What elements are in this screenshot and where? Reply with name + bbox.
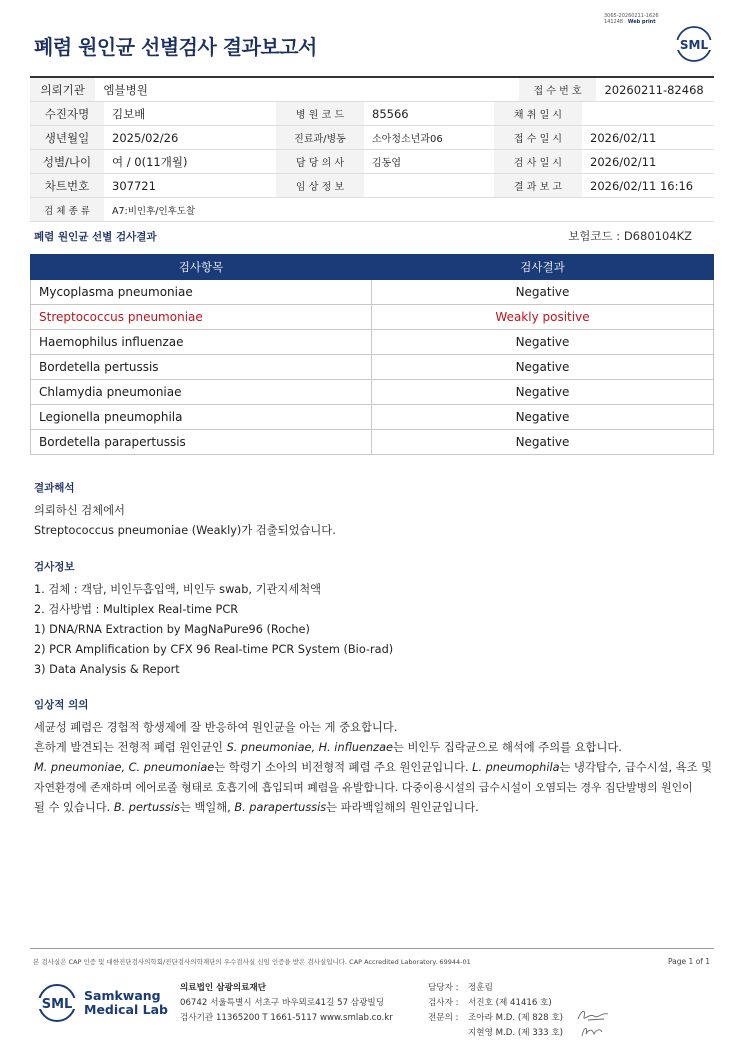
test-result: Negative — [372, 430, 714, 455]
label-collection-date: 채 취 일 시 — [494, 102, 582, 125]
test-result: Negative — [372, 405, 714, 430]
page-title: 폐렴 원인균 선별검사 결과보고서 — [34, 35, 317, 59]
staff-row: 전문의 : 조아라 M.D. (제 828 호) — [428, 1013, 564, 1023]
table-row — [31, 280, 714, 305]
test-info-line: 2) PCR Amplification by CFX 96 Real-time PCR System (Bio-rad) — [34, 643, 394, 656]
value-requesting-institution: 엠블병원 — [103, 82, 148, 97]
staff-row: 담당자 : 정훈림 — [428, 983, 493, 993]
accreditation-note: 본 검사실은 CAP 인증 및 대한진단검사의학회/진단검사의학재단의 우수검사실 신임 인증을 받은 검사실입니다. CAP Accredited Laboratory. 69944-01 — [33, 958, 471, 966]
test-item: Chlamydia pneumoniae — [31, 380, 372, 405]
staff-list — [428, 981, 563, 1041]
interpretation-title: 결과해석 — [34, 482, 75, 494]
clinical-line: M. pneumoniae, C. pneumoniae는 학령기 소아의 비전형적 폐렴 주요 원인균입니다. L. pneumophila는 냉각탑수, 급수시설, 욕조 및 — [34, 761, 713, 774]
interpretation-line: 의뢰하신 검체에서 — [34, 504, 125, 517]
value-receipt-date: 2026/02/11 — [590, 130, 657, 145]
value-patient-name: 김보배 — [112, 106, 146, 121]
header-test-item: 검사항목 — [31, 255, 372, 280]
test-info-line: 1) DNA/RNA Extraction by MagNaPure96 (Roche) — [34, 623, 310, 636]
clinical-line: 자연환경에 존재하며 에어로졸 형태로 호흡기에 흡입되며 폐렴을 유발합니다. 다중이용시설의 급수시설이 오염되는 경우 집단발병의 원인이 — [34, 781, 693, 794]
test-result: Negative — [372, 355, 714, 380]
label-patient-name: 수진자명 — [30, 102, 104, 125]
sml-logo — [36, 982, 78, 1024]
test-result: Negative — [372, 280, 714, 305]
test-item: Legionella pneumophila — [31, 405, 372, 430]
label-chart-number: 차트번호 — [30, 174, 104, 197]
test-result: Weakly positive — [372, 305, 714, 330]
page-number: Page 1 of 1 — [668, 957, 711, 966]
patient-info-table — [30, 76, 714, 222]
staff-row: 검사자 : 서진호 (제 41416 호) — [428, 998, 552, 1008]
value-clinical-info — [364, 174, 494, 197]
table-row — [31, 405, 714, 430]
info-row — [30, 198, 714, 222]
test-result: Negative — [372, 380, 714, 405]
info-row — [30, 150, 714, 174]
label-hospital-code: 병 원 코 드 — [276, 102, 364, 125]
table-row — [31, 330, 714, 355]
clinical-line: 세균성 폐렴은 경험적 항생제에 잘 반응하여 원인균을 아는 게 중요합니다. — [34, 721, 398, 734]
table-row — [31, 355, 714, 380]
value-test-date: 2026/02/11 — [590, 154, 657, 169]
svg-text:SML: SML — [41, 997, 73, 1012]
test-item: Haemophilus influenzae — [31, 330, 372, 355]
results-section-header — [30, 228, 714, 244]
value-result-report: 2026/02/11 16:16 — [590, 178, 694, 193]
value-specimen-type: A7:비인후/인후도찰 — [112, 205, 196, 217]
test-item: Streptococcus pneumoniae — [31, 305, 372, 330]
test-item: Mycoplasma pneumoniae — [31, 280, 372, 305]
clinical-line: 될 수 있습니다. B. pertussis는 백일해, B. parapertussis는 파라백일해의 원인균입니다. — [34, 801, 479, 814]
info-row — [30, 102, 714, 126]
label-requesting-institution: 의뢰기관 — [30, 78, 95, 101]
lab-address: 의료법인 삼광의료재단 06742 서울특별시 서초구 바우뫼로41길 57 삼광빌딩 검사기관 11365200 T 1661-5117 www.smlab.co.kr — [180, 983, 393, 1023]
interpretation-section — [34, 480, 724, 541]
insurance-code: 보험코드 : D680104KZ — [568, 229, 692, 243]
table-row — [31, 305, 714, 330]
sml-logo — [674, 24, 714, 64]
value-doctor: 김동엽 — [372, 158, 401, 169]
value-birth-date: 2025/02/26 — [112, 130, 179, 145]
info-row — [30, 174, 714, 198]
label-department: 진료과/병동 — [276, 126, 364, 149]
value-hospital-code: 85566 — [372, 106, 409, 121]
document-code: 3065-20260211-1626 141248 Web print — [604, 13, 659, 25]
test-item: Bordetella pertussis — [31, 355, 372, 380]
clinical-line: 흔하게 발견되는 전형적 폐렴 원인균인 S. pneumoniae, H. influenzae는 비인두 집락균으로 해석에 주의를 요합니다. — [34, 741, 622, 754]
staff-row: 지현영 M.D. (제 333 호) — [468, 1028, 564, 1038]
label-doctor: 담 당 의 사 — [276, 150, 364, 173]
interpretation-line: Streptococcus pneumoniae (Weakly)가 검출되었습니다. — [34, 524, 336, 537]
signature-2 — [574, 1022, 612, 1040]
label-result-report: 결 과 보 고 — [494, 174, 582, 197]
value-department: 소아청소년과06 — [372, 134, 443, 145]
value-chart-number: 307721 — [112, 178, 156, 193]
label-clinical-info: 임 상 정 보 — [276, 174, 364, 197]
clinical-section — [34, 697, 724, 818]
test-info-section — [34, 559, 724, 680]
table-row — [31, 380, 714, 405]
label-sex-age: 성별/나이 — [30, 150, 104, 173]
value-collection-date — [582, 102, 714, 125]
label-birth-date: 생년월일 — [30, 126, 104, 149]
test-info-title: 검사정보 — [34, 561, 75, 573]
svg-text:SML: SML — [679, 38, 709, 52]
test-result: Negative — [372, 330, 714, 355]
value-receipt-number: 20260211-82468 — [604, 82, 704, 97]
table-header-row — [31, 255, 714, 280]
results-section-title: 폐렴 원인균 선별 검사결과 — [34, 230, 157, 243]
lab-name: Samkwang Medical Lab — [84, 988, 168, 1017]
test-info-line: 1. 검체 : 객담, 비인두흡입액, 비인두 swab, 기관지세척액 — [34, 583, 322, 596]
footer-divider — [30, 948, 714, 949]
info-row — [30, 78, 714, 102]
label-test-date: 검 사 일 시 — [494, 150, 582, 173]
test-item: Bordetella parapertussis — [31, 430, 372, 455]
header-test-result: 검사결과 — [372, 255, 714, 280]
clinical-title: 임상적 의의 — [34, 699, 89, 711]
label-receipt-date: 접 수 일 시 — [494, 126, 582, 149]
test-info-line: 2. 검사방법 : Multiplex Real-time PCR — [34, 603, 239, 616]
value-sex-age: 여 / 0(11개월) — [112, 154, 188, 169]
table-row — [31, 430, 714, 455]
test-info-line: 3) Data Analysis & Report — [34, 663, 180, 676]
info-row — [30, 126, 714, 150]
label-receipt-number: 접 수 번 호 — [519, 78, 597, 101]
results-table — [30, 254, 714, 455]
label-specimen-type: 검 체 종 류 — [30, 198, 104, 221]
